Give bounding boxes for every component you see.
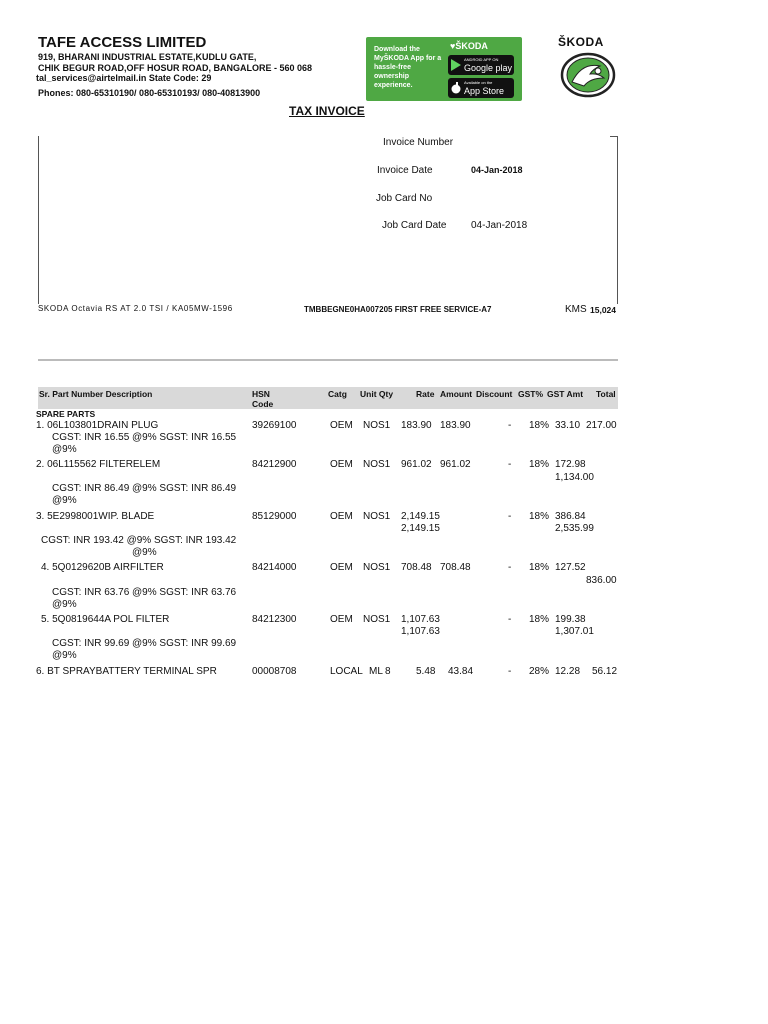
row-catg: OEM [330,420,353,431]
app-store-small-text: Available on the [464,80,493,85]
row-total: 217.00 [586,420,617,431]
company-name: TAFE ACCESS LIMITED [38,34,207,51]
kms-value: 15,024 [590,305,616,315]
row-unit: NOS1 [363,511,391,522]
row-unit: NOS1 [363,562,391,573]
col-amount: Amount [440,389,473,399]
row-rate: 183.90 [401,420,432,431]
job-card-date-label: Job Card Date [382,220,447,231]
row-gst-pct: 18% [529,459,550,470]
row-tax-line: CGST: INR 193.42 @9% SGST: INR 193.42 [41,535,237,546]
google-play-badge[interactable] [448,55,514,75]
col-rate: Rate [416,389,435,399]
row-hsn: 00008708 [252,666,297,677]
company-address-line1: 919, BHARANI INDUSTRIAL ESTATE,KUDLU GATE, [38,52,257,62]
job-card-no-label: Job Card No [376,193,433,204]
row-hsn: 39269100 [252,420,297,431]
row-catg: OEM [330,614,353,625]
col-gst-amt: GST Amt [547,389,584,399]
row-rate: 5.48 [416,666,436,677]
info-box-right-border [617,136,618,304]
row-tax-line2: @9% [52,495,77,506]
row-discount: - [508,511,512,522]
row-total: 1,134.00 [555,472,594,483]
row-catg: OEM [330,459,353,470]
row-hsn: 84212900 [252,459,297,470]
col-hsn: HSN [252,389,270,399]
section-spare-parts: SPARE PARTS [36,409,96,419]
row-tax-line: CGST: INR 99.69 @9% SGST: INR 99.69 [52,638,237,649]
row-discount: - [508,562,512,573]
row-tax-line2: @9% [132,547,157,558]
row-gst-pct: 18% [529,562,550,573]
row-tax-line2: @9% [52,599,77,610]
page-title: TAX INVOICE [289,104,365,118]
invoice-number-label: Invoice Number [383,137,454,148]
skoda-logo-icon [560,52,616,98]
row-discount: - [508,614,512,625]
vehicle-model: SKODA Octavia RS AT 2.0 TSI / KA05MW-1596 [38,304,233,313]
row-discount: - [508,666,512,677]
col-gst-pct: GST% [518,389,544,399]
invoice-date-label: Invoice Date [377,165,433,176]
job-card-date-value: 04-Jan-2018 [471,220,528,231]
row-rate: 708.48 [401,562,432,573]
row-hsn: 84212300 [252,614,297,625]
row-gst-amt: 12.28 [555,666,581,677]
skoda-wordmark: ŠKODA [558,35,604,49]
row-desc: 1. 06L103801DRAIN PLUG [36,420,159,431]
row-tax-line2: @9% [52,444,77,455]
google-play-small-text: ANDROID APP ON [464,57,499,62]
row-unit: NOS1 [363,420,391,431]
col-discount: Discount [476,389,513,399]
row-rate: 961.02 [401,459,432,470]
row-gst-amt: 199.38 [555,614,586,625]
col-unit-qty: Unit Qty [360,389,394,399]
row-gst-pct: 18% [529,420,550,431]
row-discount: - [508,420,512,431]
row-total: 1,307.01 [555,626,594,637]
company-email-line: tal_services@airtelmail.in State Code: 29 [36,73,212,83]
company-address-line2: CHIK BEGUR ROAD,OFF HOSUR ROAD, BANGALORE - 560 068 [38,63,313,73]
row-tax-line: CGST: INR 63.76 @9% SGST: INR 63.76 [52,587,237,598]
google-play-label: Google play [464,63,513,73]
row-total: 56.12 [592,666,618,677]
row-gst-amt: 33.10 [555,420,581,431]
row-catg: LOCAL [330,666,363,677]
row-gst-amt: 172.98 [555,459,586,470]
row-amount: 43.84 [448,666,474,677]
row-hsn: 85129000 [252,511,297,522]
apple-icon [451,82,461,94]
app-store-badge[interactable] [448,78,514,98]
row-catg: OEM [330,511,353,522]
row-gst-pct: 18% [529,614,550,625]
row-gst-amt: 127.52 [555,562,586,573]
row-discount: - [508,459,512,470]
google-play-icon [451,59,461,71]
row-desc: 5. 5Q0819644A POL FILTER [41,614,170,625]
col-catg: Catg [328,389,347,399]
row-qty: 8 [385,666,391,677]
row-hsn: 84214000 [252,562,297,573]
vehicle-vin-service: TMBBEGNE0HA007205 FIRST FREE SERVICE-A7 [304,305,492,314]
row-tax-line: CGST: INR 86.49 @9% SGST: INR 86.49 [52,483,237,494]
row-unit: NOS1 [363,459,391,470]
app-banner-text: Download the MyŠKODA App for a hassle-free ownership experience. [374,46,442,89]
row-amount: 1,107.63 [401,626,440,637]
col-hsn-code: Code [252,399,274,409]
row-desc: 6. BT SPRAYBATTERY TERMINAL SPR [36,666,217,677]
kms-label: KMS [565,304,587,315]
row-desc: 3. 5E2998001WIP. BLADE [36,511,155,522]
row-rate: 2,149.15 [401,511,440,522]
col-sr-desc: Sr. Part Number Description [39,389,153,399]
row-tax-line2: @9% [52,650,77,661]
section-divider [38,359,618,361]
row-catg: OEM [330,562,353,573]
col-total: Total [596,389,616,399]
company-phones: Phones: 080-65310190/ 080-65310193/ 080-40813900 [38,88,261,98]
row-desc: 2. 06L115562 FILTERELEM [36,459,161,470]
app-store-label: App Store [464,86,505,96]
row-amount: 961.02 [440,459,471,470]
row-desc: 4. 5Q0129620B AIRFILTER [41,562,164,573]
row-amount: 183.90 [440,420,471,431]
myskoda-brand: ♥ŠKODA [450,41,488,51]
row-amount: 708.48 [440,562,471,573]
row-total: 836.00 [586,575,617,586]
info-box-left-border [38,136,39,304]
row-rate: 1,107.63 [401,614,440,625]
row-unit: NOS1 [363,614,391,625]
row-total: 2,535.99 [555,523,594,534]
row-gst-amt: 386.84 [555,511,586,522]
row-tax-line: CGST: INR 16.55 @9% SGST: INR 16.55 [52,432,237,443]
row-unit: ML [369,666,383,677]
row-gst-pct: 18% [529,511,550,522]
invoice-date-value: 04-Jan-2018 [471,165,523,175]
row-gst-pct: 28% [529,666,550,677]
row-amount: 2,149.15 [401,523,440,534]
myskoda-app-banner [366,37,522,101]
info-box-corner [610,136,618,137]
